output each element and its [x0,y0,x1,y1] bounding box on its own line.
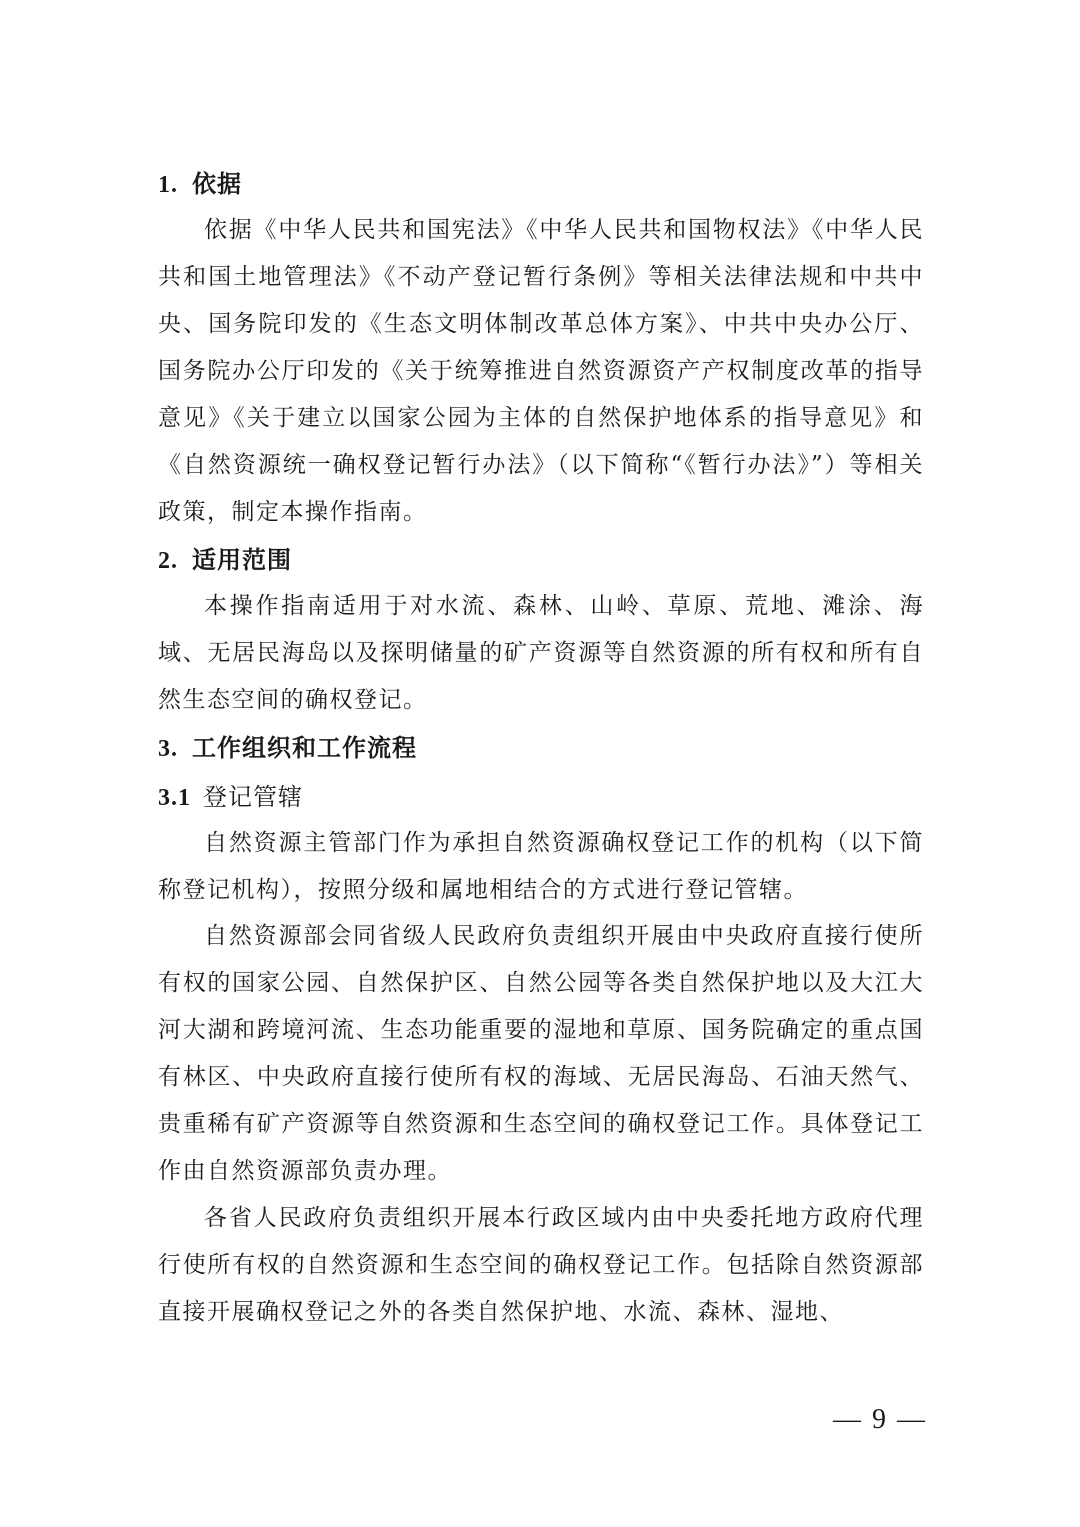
section-1-heading [158,168,924,201]
section-title: 依据 [192,170,242,198]
section-title: 工作组织和工作流程 [192,734,417,762]
section-title: 登记管辖 [203,783,303,811]
page-number: — 9 — [833,1404,927,1435]
section-3-1-paragraph-1: 自然资源主管部门作为承担自然资源确权登记工作的机构（以下简称登记机构），按照分级和属地相结合的方式进行登记管辖。 [158,830,924,903]
section-2-paragraph: 本操作指南适用于对水流、森林、山岭、草原、荒地、滩涂、海域、无居民海岛以及探明储量的矿产资源等自然资源的所有权和所有自然生态空间的确权登记。 [158,593,924,713]
section-2-heading [158,544,924,577]
section-3-1-heading [158,781,924,814]
section-number: 3.1 [158,785,191,811]
section-3-1-paragraph-3: 各省人民政府负责组织开展本行政区域内由中央委托地方政府代理行使所有权的自然资源和生态空间的确权登记工作。包括除自然资源部直接开展确权登记之外的各类自然保护地、水流、森林、湿地、 [158,1205,924,1325]
section-1-paragraph: 依据《中华人民共和国宪法》《中华人民共和国物权法》《中华人民共和国土地管理法》《不动产登记暂行条例》等相关法律法规和中共中央、国务院印发的《生态文明体制改革总体方案》、中共中央办公厅、国务院办公厅印发的《关于统筹推进自然资源资产产权制度改革的指导意见》《关于建立以国家公园为主体的自然保护地体系的指导意见》和《自然资源统一确权登记暂行办法》（以下简称“《暂行办法》”）等相关政策，制定本操作指南。 [158,217,924,525]
section-3-heading [158,732,924,765]
section-number: 1. [158,172,178,198]
section-3-1-paragraph-2: 自然资源部会同省级人民政府负责组织开展由中央政府直接行使所有权的国家公园、自然保护区、自然公园等各类自然保护地以及大江大河大湖和跨境河流、生态功能重要的湿地和草原、国务院确定的重点国有林区、中央政府直接行使所有权的海域、无居民海岛、石油天然气、贵重稀有矿产资源等自然资源和生态空间的确权登记工作。具体登记工作由自然资源部负责办理。 [158,923,924,1184]
section-number: 3. [158,736,178,762]
section-number: 2. [158,548,178,574]
section-title: 适用范围 [192,546,292,574]
